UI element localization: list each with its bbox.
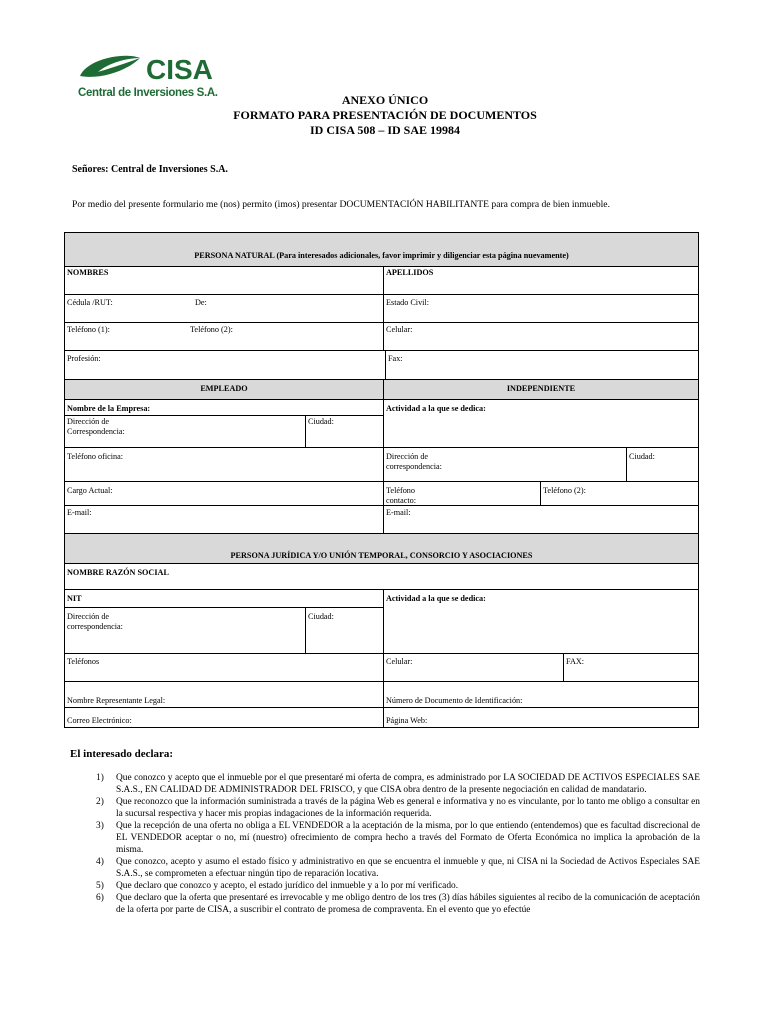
band-independiente: INDEPENDIENTE <box>383 379 698 399</box>
label-direccion-correspondencia-3: Dirección de correspondencia: <box>67 612 123 631</box>
field-correo[interactable] <box>65 707 383 727</box>
label-telefono2: Teléfono (2): <box>190 325 233 334</box>
field-cedula[interactable] <box>65 294 383 322</box>
label-celular: Celular: <box>386 325 413 334</box>
label-profesion: Profesión: <box>67 354 101 363</box>
declaration-item-text: Que declaro que conozco y acepto, el estado jurídico del inmueble y a lo por mí verificado. <box>116 881 459 891</box>
declaration-item <box>70 892 700 916</box>
field-direccion-empleado[interactable] <box>65 415 305 447</box>
label-email-2: E-mail: <box>386 508 411 517</box>
declaration-item-number: 4) <box>96 857 104 867</box>
label-de: De: <box>195 298 207 307</box>
label-ciudad-2: Ciudad: <box>629 452 655 461</box>
field-telefono-oficina[interactable] <box>65 447 383 481</box>
label-representante: Nombre Representante Legal: <box>67 696 166 705</box>
field-telefonos-natural[interactable] <box>65 322 383 350</box>
declaration-item-text: Que la recepción de una oferta no obliga a EL VENDEDOR a la aceptación de la misma, por lo que entiendo (entendemos) que es facultad discrecional de EL VENDEDOR aceptar o no, mí (nuestro) ofrecimiento de compra hecho a través del Formato de Oferta Económica no implica la aprobación de la misma. <box>116 821 700 855</box>
label-telefono-contacto: Teléfono contacto: <box>386 486 417 505</box>
field-representante[interactable] <box>65 681 383 707</box>
band-persona-natural: PERSONA NATURAL (Para interesados adicionales, favor imprimir y diligenciar esta página nuevamente) <box>65 233 698 266</box>
salutation: Señores: Central de Inversiones S.A. <box>72 164 228 175</box>
field-fax-juridica[interactable] <box>563 653 698 681</box>
field-apellidos[interactable] <box>383 266 698 294</box>
field-razon-social[interactable] <box>65 563 698 589</box>
label-direccion-correspondencia: Dirección de Correspondencia: <box>67 417 125 436</box>
label-direccion-correspondencia-2: Dirección de correspondencia: <box>386 452 442 471</box>
label-razon-social: NOMBRE RAZÓN SOCIAL <box>67 568 169 577</box>
label-telefono1: Teléfono (1): <box>67 325 110 334</box>
field-ciudad-juridica[interactable] <box>305 607 383 653</box>
label-actividad-2: Actividad a la que se dedica: <box>386 594 486 603</box>
label-fax: Fax: <box>388 354 403 363</box>
label-nit: NIT <box>67 594 82 603</box>
field-direccion-juridica[interactable] <box>65 607 305 653</box>
label-celular-2: Celular: <box>386 657 413 666</box>
field-profesion[interactable] <box>65 350 385 379</box>
label-ciudad: Ciudad: <box>308 417 334 426</box>
field-telefono2-independiente[interactable] <box>540 481 698 505</box>
field-direccion-independiente[interactable] <box>383 447 626 481</box>
svg-text:CISA: CISA <box>146 54 213 85</box>
declaration-item-number: 5) <box>96 881 104 891</box>
intro-paragraph: Por medio del presente formulario me (nos) permito (imos) presentar DOCUMENTACIÓN HABILITANTE para compra de bien inmueble. <box>72 199 610 210</box>
field-nombres[interactable] <box>65 266 383 294</box>
declaration-item-text: Que conozco, acepto y asumo el estado físico y administrativo en que se encuentra el inmueble y que, ni CISA ni la Sociedad de Activos Especiales SAE S.A.S., se comprometen a efectuar ningún tipo de reparación locativa. <box>116 857 700 879</box>
field-ciudad-empleado[interactable] <box>305 415 383 447</box>
field-fax[interactable] <box>385 350 698 379</box>
svg-text:Central de Inversiones S.A.: Central de Inversiones S.A. <box>78 87 218 99</box>
field-email-independiente[interactable] <box>383 505 698 533</box>
label-cargo: Cargo Actual: <box>67 486 113 495</box>
declaration-item <box>70 796 700 820</box>
label-correo: Correo Electrónico: <box>67 716 132 725</box>
field-telefonos-juridica[interactable] <box>65 653 383 681</box>
document-title-line1: ANEXO ÚNICO <box>341 93 429 107</box>
declaration-title: El interesado declara: <box>70 748 174 760</box>
field-telefono-contacto[interactable] <box>383 481 540 505</box>
label-nombres: NOMBRES <box>67 268 109 277</box>
declaration-item-text: Que conozco y acepto que el inmueble por el que presentaré mi oferta de compra, es administrado por LA SOCIEDAD DE ACTIVOS ESPECIALES SAE S.A.S., EN CALIDAD DE ADMINISTRADOR DEL FRISCO, y que CISA obra dentro de la presente negociación en calidad de mandatario. <box>116 773 700 795</box>
label-email: E-mail: <box>67 508 92 517</box>
field-estado-civil[interactable] <box>383 294 698 322</box>
declaration-item-number: 6) <box>96 893 104 903</box>
label-telefono-oficina: Teléfono oficina: <box>67 452 124 461</box>
label-num-documento: Número de Documento de Identificación: <box>386 696 523 705</box>
field-actividad[interactable] <box>383 399 698 447</box>
declaration-item-number: 3) <box>96 821 104 831</box>
document-title-line2: FORMATO PARA PRESENTACIÓN DE DOCUMENTOS <box>233 108 537 122</box>
declaration-item-text: Que reconozco que la información suministrada a través de la página Web es general e informativa y no es vinculante, por lo tanto me obligo a consultar en la sucursal respectiva y hacer mis propias indagaciones de la información requerida. <box>116 797 700 819</box>
field-cargo[interactable] <box>65 481 383 505</box>
label-apellidos: APELLIDOS <box>386 268 434 277</box>
label-cedula: Cédula /RUT: <box>67 298 113 307</box>
declaration-item <box>70 880 700 892</box>
label-nombre-empresa: Nombre de la Empresa: <box>67 404 151 413</box>
declaration-list <box>70 772 700 916</box>
document-title-line3: ID CISA 508 – ID SAE 19984 <box>309 123 461 137</box>
field-celular-juridica[interactable] <box>383 653 563 681</box>
declaration-item <box>70 856 700 880</box>
declaration-item-text: Que declaro que la oferta que presentaré es irrevocable y me obligo dentro de los tres (3) días hábiles siguientes al recibo de la comunicación de aceptación de la oferta por parte de CISA, a suscribir el contrato de promesa de compraventa. En el evento que yo efectúe <box>116 893 700 915</box>
label-actividad: Actividad a la que se dedica: <box>386 404 486 413</box>
declaration-item <box>70 772 700 796</box>
declaration-item <box>70 820 700 856</box>
field-num-documento[interactable] <box>383 681 698 707</box>
declaration-item-number: 1) <box>96 773 104 783</box>
registration-form <box>64 232 699 728</box>
field-email-empleado[interactable] <box>65 505 383 533</box>
label-fax-2: FAX: <box>566 657 585 666</box>
field-actividad-juridica[interactable] <box>383 589 698 653</box>
label-telefonos: Teléfonos <box>67 657 100 666</box>
field-celular[interactable] <box>383 322 698 350</box>
declaration-item-number: 2) <box>96 797 104 807</box>
label-pagina-web: Página Web: <box>386 716 428 725</box>
field-pagina-web[interactable] <box>383 707 698 727</box>
band-persona-juridica: PERSONA JURÍDICA Y/O UNIÓN TEMPORAL, CONSORCIO Y ASOCIACIONES <box>65 533 698 563</box>
field-ciudad-independiente[interactable] <box>626 447 698 481</box>
label-estado-civil: Estado Civil: <box>386 298 429 307</box>
label-ciudad-3: Ciudad: <box>308 612 334 621</box>
band-empleado: EMPLEADO <box>65 379 383 399</box>
label-telefono2-indep: Teléfono (2): <box>543 486 586 495</box>
